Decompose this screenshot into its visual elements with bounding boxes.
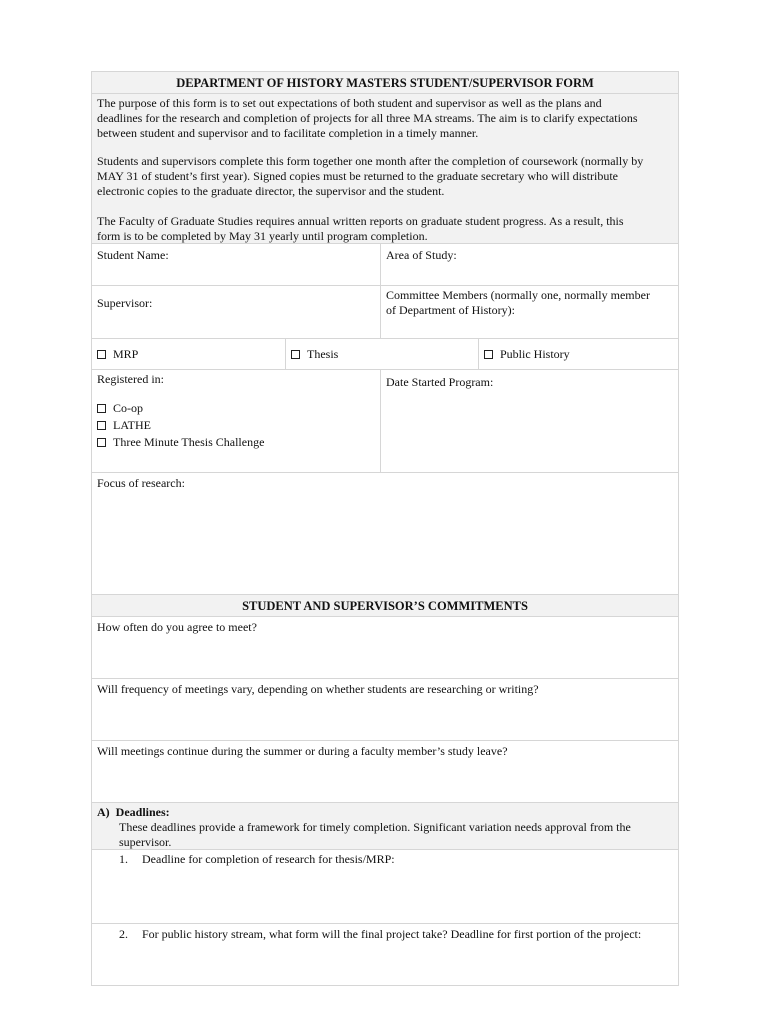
date-started-label: Date Started Program:	[386, 375, 494, 389]
deadlines-description	[119, 820, 631, 850]
stream-option-thesis[interactable]	[285, 339, 478, 369]
commitments-title: STUDENT AND SUPERVISOR’S COMMITMENTS	[242, 599, 528, 613]
checkbox-lathe[interactable]	[97, 421, 106, 430]
area-of-study-label: Area of Study:	[386, 248, 457, 262]
focus-of-research-label: Focus of research:	[97, 476, 185, 490]
intro-paragraph-fgs	[97, 214, 670, 244]
focus-of-research-field[interactable]	[92, 473, 678, 595]
student-supervisor-form	[91, 71, 679, 986]
intro-paragraph-purpose	[97, 96, 670, 141]
public-history-project-label: For public history stream, what form will the final project take? Deadline for first portion of the project:	[142, 927, 642, 941]
supervisor-label: Supervisor:	[97, 296, 153, 310]
stream-label-thesis: Thesis	[307, 347, 339, 361]
registered-option-3mt[interactable]	[97, 434, 264, 451]
deadline-research-label: Deadline for completion of research for thesis/MRP:	[142, 852, 395, 866]
meeting-frequency-field[interactable]	[92, 617, 678, 679]
deadline-research-field[interactable]	[92, 850, 678, 924]
intro-line: deadlines for the research and completion of projects for all three MA streams. The aim is to clarify expectations	[97, 111, 638, 125]
item-number: 1.	[119, 852, 128, 866]
committee-line: Committee Members (normally one, normally member	[386, 288, 650, 302]
item-number: 2.	[119, 927, 128, 941]
meeting-variation-field[interactable]	[92, 679, 678, 741]
registered-option-lathe[interactable]	[97, 417, 151, 434]
option-label: LATHE	[113, 418, 151, 432]
committee-line: of Department of History):	[386, 303, 515, 317]
area-of-study-field[interactable]	[380, 244, 678, 285]
intro-line: electronic copies to the graduate director, the supervisor and the student.	[97, 184, 445, 198]
question-summer: Will meetings continue during the summer or during a faculty member’s study leave?	[97, 744, 508, 758]
checkbox-thesis[interactable]	[291, 350, 300, 359]
question-frequency-vary: Will frequency of meetings vary, depending on whether students are researching or writing?	[97, 682, 539, 696]
checkbox-public-history[interactable]	[484, 350, 493, 359]
stream-option-public-history[interactable]	[478, 339, 678, 369]
intro-line: Students and supervisors complete this form together one month after the completion of coursework (normally by	[97, 154, 644, 168]
form-title-row	[92, 72, 678, 94]
intro-line: MAY 31 of student’s first year). Signed copies must be returned to the graduate secretary who will distribute	[97, 169, 618, 183]
intro-section	[92, 94, 678, 244]
date-started-field[interactable]	[380, 370, 678, 472]
intro-line: between student and supervisor and to facilitate completion in a timely manner.	[97, 126, 479, 140]
checkbox-three-minute-thesis[interactable]	[97, 438, 106, 447]
registration-row	[92, 370, 678, 473]
student-info-row	[92, 244, 678, 286]
registered-in-label: Registered in:	[97, 372, 164, 386]
deadlines-desc-line: These deadlines provide a framework for timely completion. Significant variation needs approval from the	[119, 820, 631, 834]
public-history-project-field[interactable]	[92, 924, 678, 985]
intro-line: form is to be completed by May 31 yearly until program completion.	[97, 229, 428, 243]
summer-meetings-field[interactable]	[92, 741, 678, 803]
stream-label-mrp: MRP	[113, 347, 139, 361]
stream-row	[92, 339, 678, 370]
committee-members-field[interactable]	[380, 286, 678, 338]
intro-line: The Faculty of Graduate Studies requires annual written reports on graduate student progress. As a result, this	[97, 214, 624, 228]
committee-members-label	[386, 288, 650, 318]
stream-option-mrp[interactable]	[92, 339, 285, 369]
deadlines-heading: A) Deadlines:	[97, 805, 170, 819]
student-name-field[interactable]	[92, 244, 380, 285]
commitments-title-row	[92, 595, 678, 617]
student-name-label: Student Name:	[97, 248, 169, 262]
intro-paragraph-timing	[97, 154, 670, 199]
checkbox-coop[interactable]	[97, 404, 106, 413]
question-meet: How often do you agree to meet?	[97, 620, 257, 634]
registered-option-coop[interactable]	[97, 400, 143, 417]
option-label: Co-op	[113, 401, 143, 415]
registered-in-section	[92, 370, 380, 472]
deadlines-section	[92, 803, 678, 850]
deadlines-desc-line: supervisor.	[119, 835, 172, 849]
checkbox-mrp[interactable]	[97, 350, 106, 359]
stream-label-public-history: Public History	[500, 347, 570, 361]
intro-line: The purpose of this form is to set out expectations of both student and supervisor as well as the plans and	[97, 96, 602, 110]
supervisor-row	[92, 286, 678, 339]
option-label: Three Minute Thesis Challenge	[113, 435, 265, 449]
form-title: DEPARTMENT OF HISTORY MASTERS STUDENT/SUPERVISOR FORM	[176, 76, 594, 90]
supervisor-field[interactable]	[92, 286, 380, 338]
